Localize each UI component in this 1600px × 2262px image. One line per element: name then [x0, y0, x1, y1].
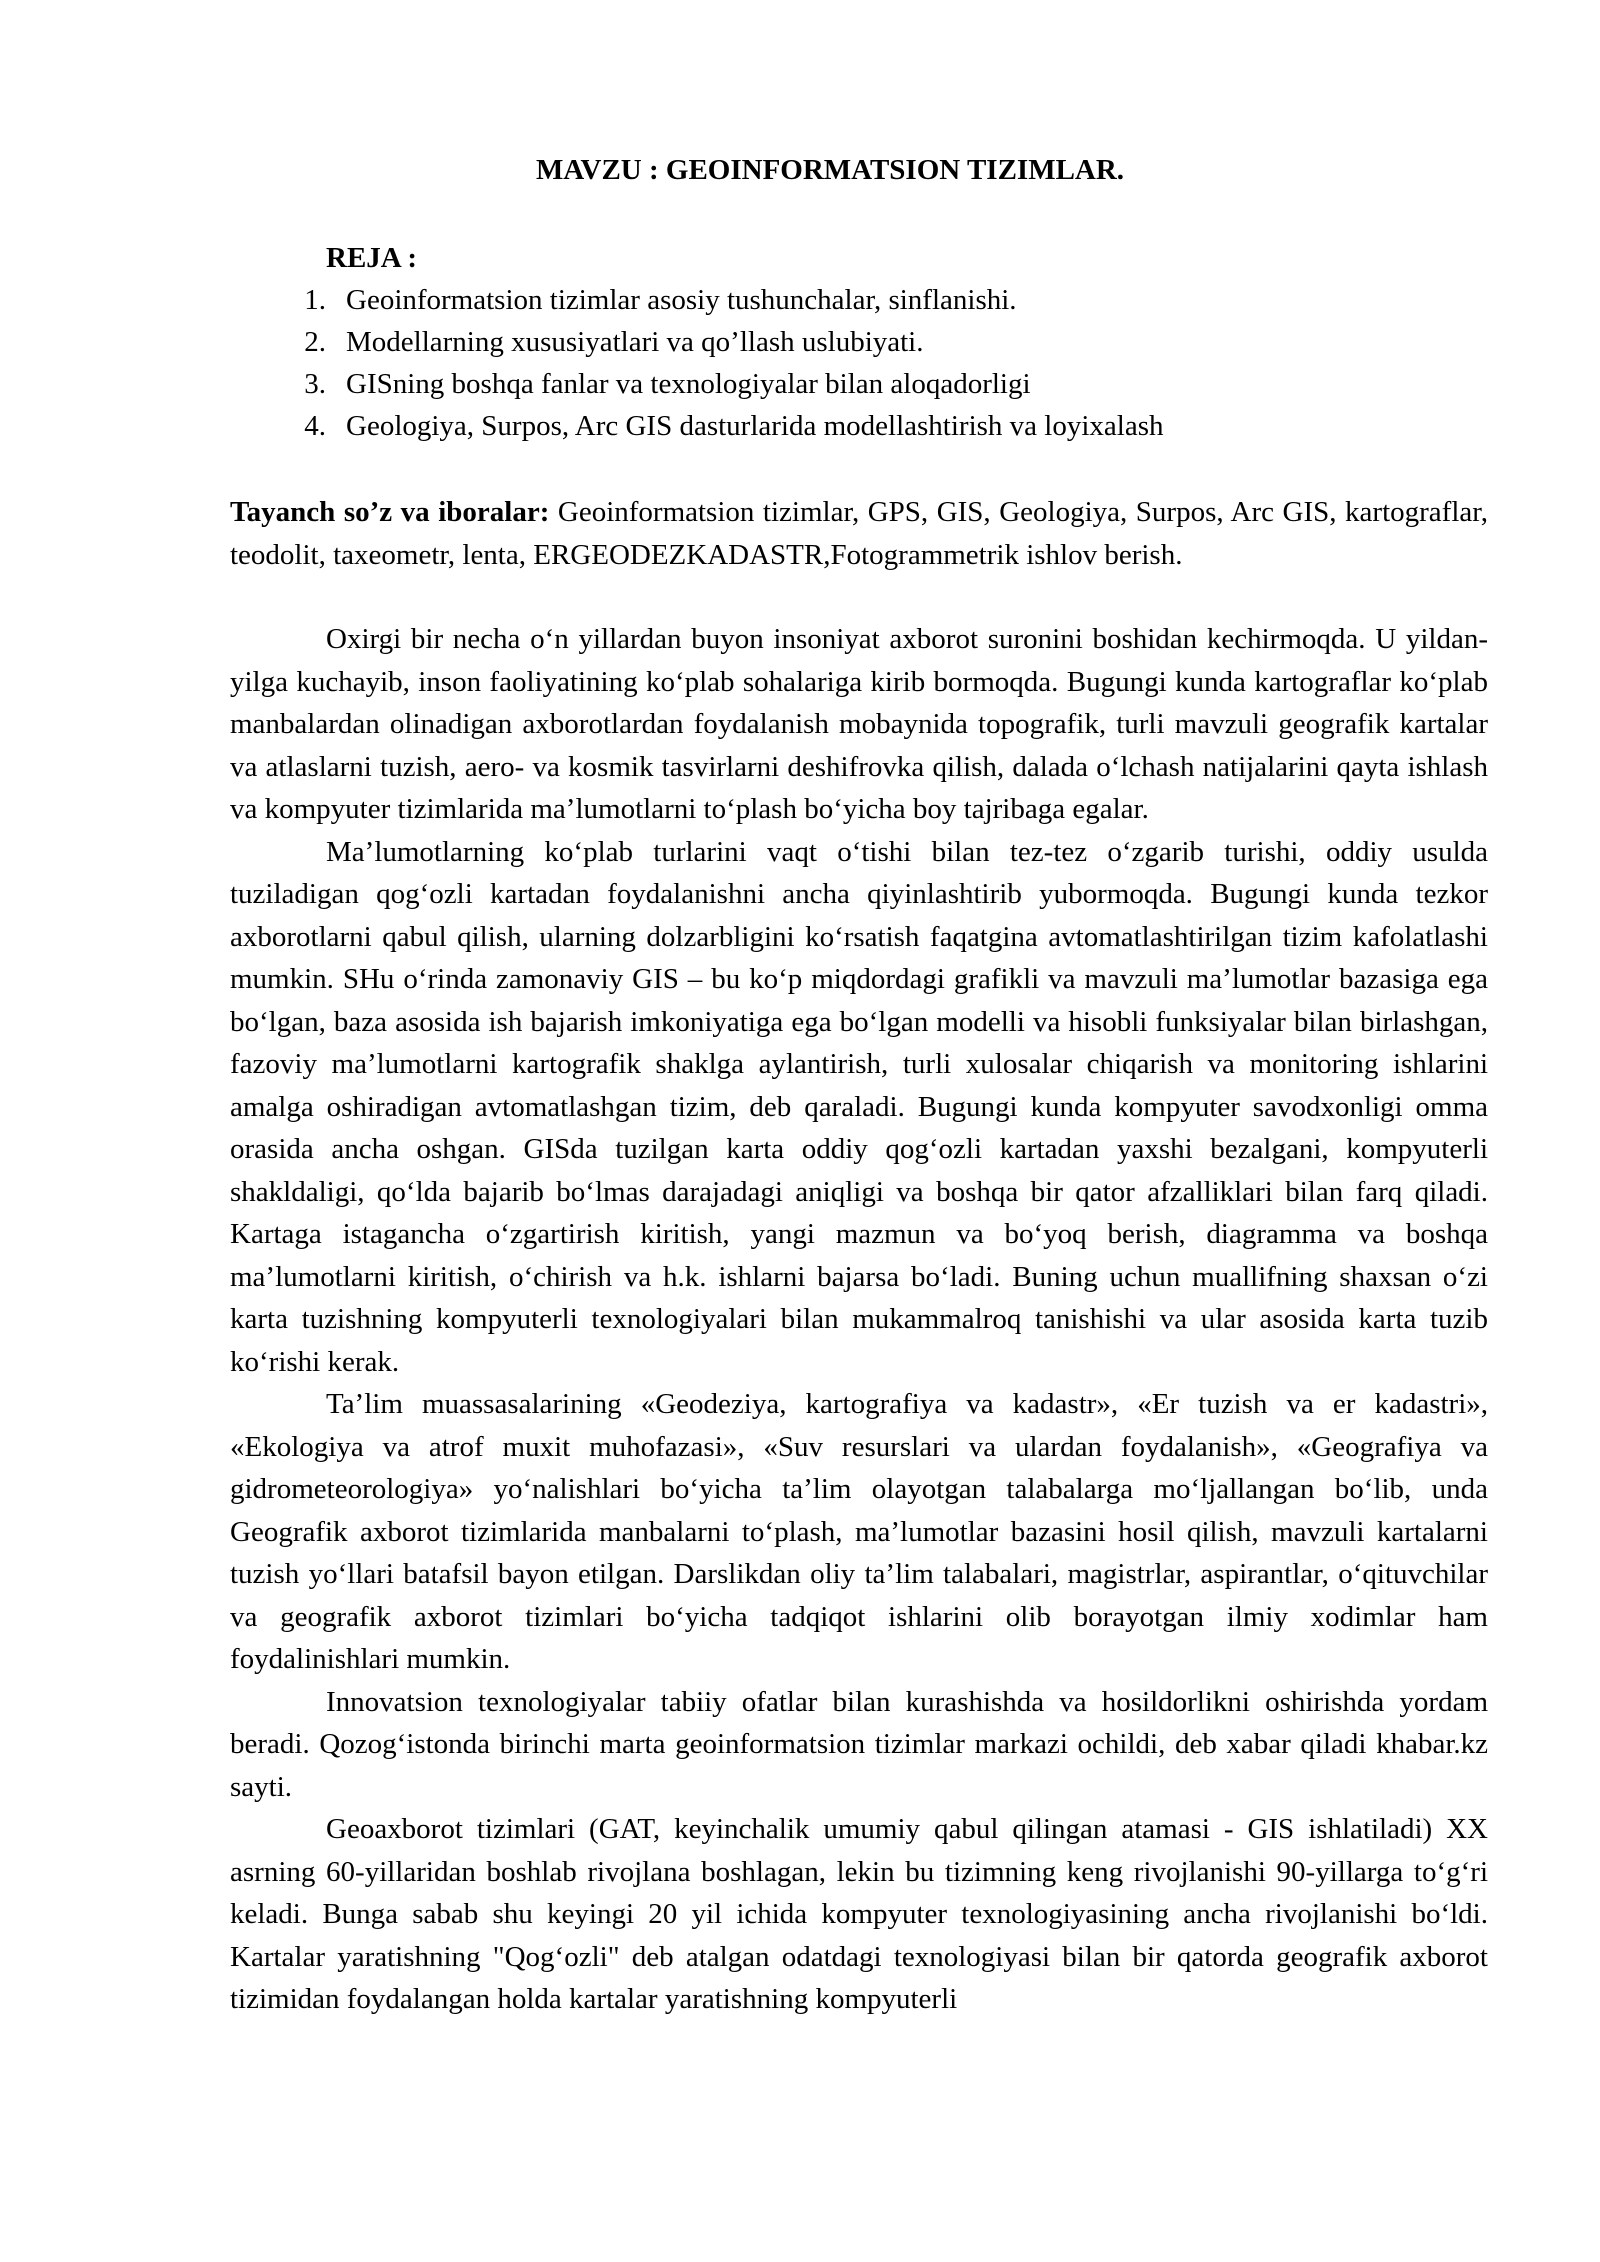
keywords-paragraph	[230, 491, 1488, 576]
plan-heading: REJA :	[326, 242, 418, 274]
plan-item-text: Geologiya, Surpos, Arc GIS dasturlarida modellashtirish va loyixalash	[346, 410, 1164, 442]
body-paragraph: Ma’lumotlarning ko‘plab turlarini vaqt o‘tishi bilan tez-tez o‘zgarib turishi, oddiy usulda tuziladigan qog‘ozli kartadan foydalanishni ancha qiyinlashtirib yubormoqda. Bugungi kunda tezkor axborotlarni qabul qilish, ularning dolzarbligini ko‘rsatish faqatgina avtomatlashtirilgan tizim kafolatlashi mumkin. SHu o‘rinda zamonaviy GIS – bu ko‘p miqdordagi grafikli va mavzuli ma’lumotlar bazasiga ega bo‘lgan, baza asosida ish bajarish imkoniyatiga ega bo‘lgan modelli va hisobli funksiyalar bilan birlashgan, fazoviy ma’lumotlarni kartografik shaklga aylantirish, turli xulosalar chiqarish va monitoring ishlarini amalga oshiradigan avtomatlashgan tizim, deb qaraladi. Bugungi kunda kompyuter savodxonligi omma orasida ancha oshgan. GISda tuzilgan karta oddiy qog‘ozli kartadan yaxshi bezalgani, kompyuterli shakldaligi, qo‘lda bajarib bo‘lmas darajadagi aniqligi va boshqa bir qator afzalliklari bilan farq qiladi. Kartaga istagancha o‘zgartirish kiritish, yangi mazmun va bo‘yoq berish, diagramma va boshqa ma’lumotlarni kiritish, o‘chirish va h.k. ishlarni bajarsa bo‘ladi. Buning uchun muallifning shaxsan o‘zi karta tuzishning kompyuterli texnologiyalari bilan mukammalroq tanishishi va ular asosida karta tuzib ko‘rishi kerak.	[230, 835, 1488, 1378]
plan-item-text: Modellarning xususiyatlari va qo’llash uslubiyati.	[346, 326, 924, 358]
plan-item-number: 2.	[304, 326, 326, 358]
plan-list	[230, 279, 1430, 447]
keywords-label: Tayanch so’z va iboralar:	[230, 496, 550, 528]
plan-item	[230, 321, 1430, 363]
plan-item-number: 3.	[304, 368, 326, 400]
plan-item-text: GISning boshqa fanlar va texnologiyalar bilan aloqadorligi	[346, 368, 1031, 400]
plan-item	[230, 363, 1430, 405]
document-title: MAVZU : GEOINFORMATSION TIZIMLAR.	[535, 154, 1125, 186]
body-paragraph: Geoaxborot tizimlari (GAT, keyinchalik umumiy qabul qilingan atamasi - GIS ishlatiladi) XX asrning 60-yillaridan boshlab rivojlana boshlagan, lekin bu tizimning keng rivojlanishi 90-yillarga to‘g‘ri keladi. Bunga sabab shu keyingi 20 yil ichida kompyuter texnologiyasining ancha rivojlanishi bo‘ldi. Kartalar yaratishning "Qog‘ozli" deb atalgan odatdagi texnologiyasi bilan bir qatorda geografik axborot tizimidan foydalangan holda kartalar yaratishning kompyuterli	[230, 1813, 1488, 2015]
body-paragraph: Innovatsion texnologiyalar tabiiy ofatlar bilan kurashishda va hosildorlikni oshirishda yordam beradi. Qozog‘istonda birinchi marta geoinformatsion tizimlar markazi ochildi, deb xabar qiladi khabar.kz sayti.	[230, 1685, 1488, 1803]
plan-item-text: Geoinformatsion tizimlar asosiy tushunchalar, sinflanishi.	[346, 284, 1017, 316]
plan-item	[230, 405, 1430, 447]
plan-item	[230, 279, 1430, 321]
keywords-text: Geoinformatsion tizimlar, GPS, GIS, Geologiya, Surpos, Arc GIS, kartograflar, teodolit, taxeometr, lenta, ERGEODEZKADASTR,Fotogrammetrik ishlov berish.	[230, 496, 1488, 571]
body-paragraph: Oxirgi bir necha o‘n yillardan buyon insoniyat axborot suronini boshidan kechirmoqda. U yildan-yilga kuchayib, inson faoliyatining ko‘plab sohalariga kirib bormoqda. Bugungi kunda kartograflar ko‘plab manbalardan olinadigan axborotlardan foydalanish mobaynida topografik, turli mavzuli geografik kartalar va atlaslarni tuzish, aero- va kosmik tasvirlarni deshifrovka qilish, dalada o‘lchash natijalarini qayta ishlash va kompyuter tizimlarida ma’lumotlarni to‘plash bo‘yicha boy tajribaga egalar.	[230, 623, 1488, 825]
plan-item-number: 1.	[304, 284, 326, 316]
document-body	[230, 491, 1488, 2021]
body-paragraph: Ta’lim muassasalarining «Geodeziya, kartografiya va kadastr», «Er tuzish va er kadastri», «Ekologiya va atrof muxit muhofazasi», «Suv resurslari va ulardan foydalanish», «Geografiya va gidrometeorologiya» yo‘nalishlari bo‘yicha ta’lim olayotgan talabalarga mo‘ljallangan bo‘lib, unda Geografik axborot tizimlarida manbalarni to‘plash, ma’lumotlar bazasini hosil qilish, mavzuli kartalarni tuzish yo‘llari batafsil bayon etilgan. Darslikdan oliy ta’lim talabalari, magistrlar, aspirantlar, o‘qituvchilar va geografik axborot tizimlari bo‘yicha tadqiqot ishlarini olib borayotgan ilmiy xodimlar ham foydalinishlari mumkin.	[230, 1388, 1488, 1675]
plan-item-number: 4.	[304, 410, 326, 442]
